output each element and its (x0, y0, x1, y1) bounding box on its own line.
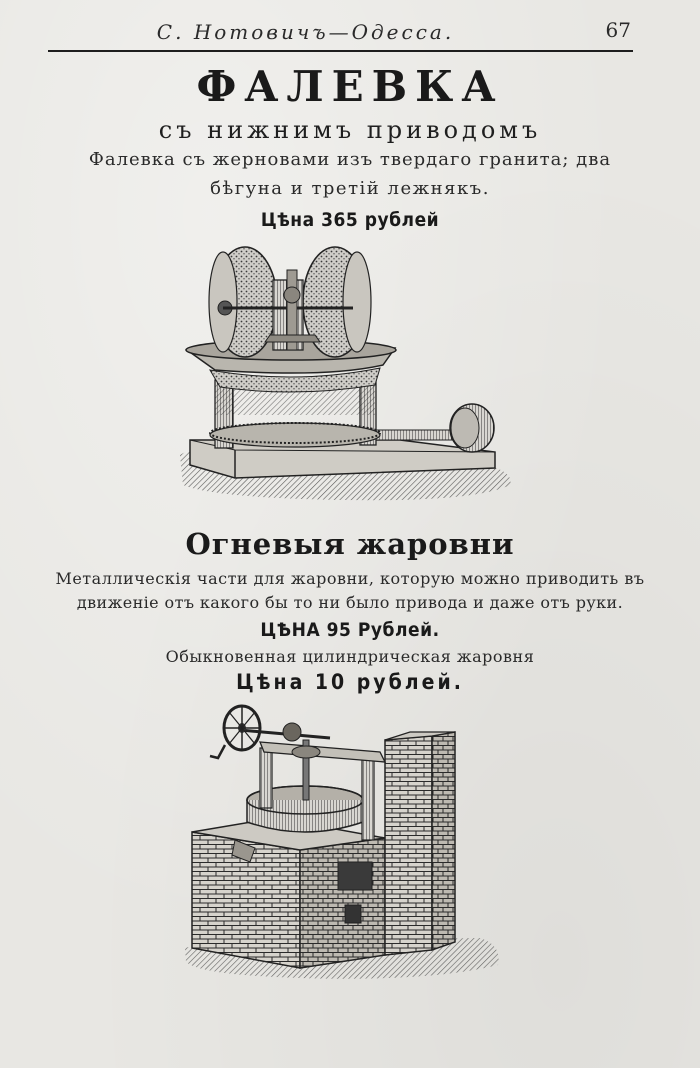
brick-fire-roaster-illustration (180, 700, 510, 985)
page-number: 67 (605, 18, 631, 42)
section2-title: Огневыя жаровни (185, 527, 515, 561)
section1-title: ФАЛЕВКА (196, 62, 504, 111)
section2-description-line1: Металлическія части для жаровни, которую можно приводить въ (55, 569, 645, 588)
running-title: С. Нотовичъ—Одесса. (156, 20, 455, 44)
header-rule (48, 50, 633, 52)
section2-note: Обыкновенная цилиндрическая жаровня (165, 647, 535, 666)
section2-description-line2: движеніе отъ какого бы то ни было привода и даже отъ руки. (76, 593, 624, 612)
section1-subtitle: съ нижнимъ приводомъ (158, 116, 542, 144)
section2-price: ЦѢНА 95 Рублей. (260, 619, 440, 641)
edge-runner-mill-illustration (175, 240, 520, 505)
section1-description-line2: бѣгуна и третій лежнякъ. (210, 178, 490, 199)
page-header (48, 18, 633, 48)
section1-price: Цѣна 365 рублей (260, 209, 440, 231)
section1-description-line1: Фалевка съ жерновами изъ твердаго гранита; два (88, 149, 612, 170)
section2-note-price: Цѣна 10 рублей. (236, 670, 464, 694)
